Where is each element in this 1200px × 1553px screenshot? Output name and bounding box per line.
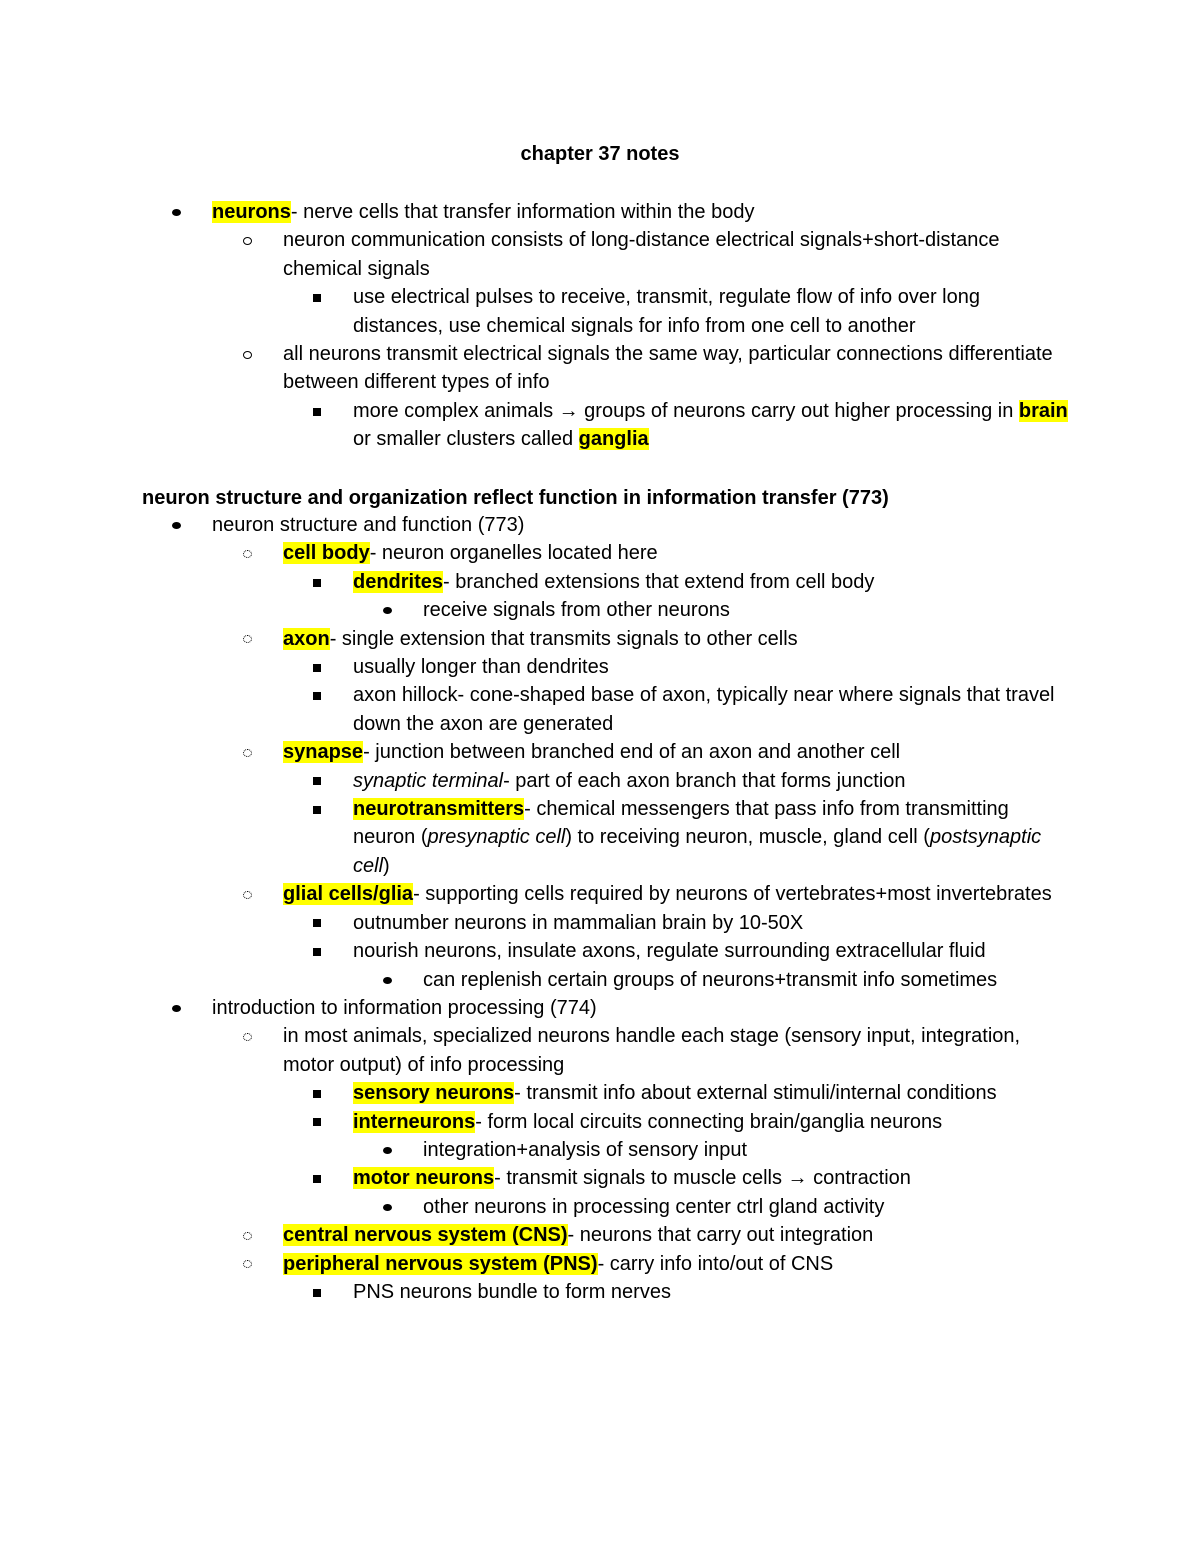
filled-bullet-icon <box>166 198 186 226</box>
list-item <box>0 681 1073 738</box>
definition-text: - junction between branched end of an axon and another cell <box>363 741 901 764</box>
list-text: integration+analysis of sensory input <box>423 1138 748 1161</box>
list-item <box>0 1250 1073 1278</box>
italic-term: postsynaptic cell <box>353 826 1042 877</box>
definition-text: - nerve cells that transfer information within the body <box>290 201 755 223</box>
term-highlight: central nervous system (CNS) <box>283 1224 568 1247</box>
list-text: PNS neurons bundle to form nerves <box>353 1280 671 1303</box>
definition-text: - branched extensions that extend from cell body <box>443 570 875 593</box>
definition-text: - transmit signals to muscle cells → contraction <box>494 1167 911 1190</box>
dotted-bullet-icon <box>237 1250 257 1278</box>
list-item <box>0 397 1073 454</box>
structure-list <box>0 511 1200 1306</box>
list-item <box>0 283 1073 340</box>
square-bullet-icon <box>307 1079 327 1107</box>
list-item <box>0 795 1073 880</box>
list-text: introduction to information processing (774) <box>212 996 597 1019</box>
list-item <box>0 994 1072 1022</box>
filled-bullet-icon <box>166 511 186 539</box>
list-text: more complex animals → groups of neurons carry out higher processing in <box>353 399 1019 422</box>
square-bullet-icon <box>307 795 327 823</box>
square-bullet-icon <box>307 1108 327 1136</box>
square-bullet-icon <box>307 909 327 937</box>
term-highlight: motor neurons <box>353 1167 495 1190</box>
list-item <box>0 880 1073 908</box>
filled-bullet-icon <box>377 1136 397 1164</box>
square-bullet-icon <box>307 397 327 425</box>
list-item <box>0 539 1073 567</box>
list-item <box>0 568 1073 596</box>
list-item <box>0 937 1073 965</box>
term-highlight: synapse <box>283 741 364 764</box>
list-item <box>0 1022 1073 1079</box>
dotted-bullet-icon <box>237 1221 257 1249</box>
dotted-bullet-icon <box>237 625 257 653</box>
list-text: other neurons in processing center ctrl gland activity <box>423 1195 885 1218</box>
term-highlight: peripheral nervous system (PNS) <box>283 1252 598 1275</box>
term-highlight: sensory neurons <box>353 1082 515 1105</box>
definition-text: - single extension that transmits signals to other cells <box>329 627 798 650</box>
definition-text: - chemical messengers that pass info from transmitting neuron ( <box>353 798 1009 849</box>
term-highlight: glial cells/glia <box>283 883 414 906</box>
definition-text: - part of each axon branch that forms junction <box>503 769 906 792</box>
square-bullet-icon <box>307 1164 327 1192</box>
italic-term: synaptic terminal <box>353 769 504 792</box>
list-item <box>0 1108 1073 1136</box>
filled-bullet-icon <box>166 994 186 1022</box>
dotted-bullet-icon <box>237 1022 257 1050</box>
square-bullet-icon <box>307 1278 327 1306</box>
dotted-bullet-icon <box>237 539 257 567</box>
term-highlight: interneurons <box>353 1110 476 1133</box>
list-item <box>0 1278 1073 1306</box>
list-text: receive signals from other neurons <box>423 599 730 622</box>
definition-text: - neuron organelles located here <box>369 542 658 565</box>
list-item <box>0 909 1073 937</box>
list-text: nourish neurons, insulate axons, regulate surrounding extracellular fluid <box>353 940 986 963</box>
list-text: use electrical pulses to receive, transmit, regulate flow of info over long distances, use chemical signals for info from one cell to another <box>353 286 980 337</box>
list-text: in most animals, specialized neurons handle each stage (sensory input, integration, motor output) of info processing <box>283 1025 1021 1076</box>
list-item <box>0 1164 1073 1192</box>
list-text: neuron communication consists of long-distance electrical signals+short-distance chemical signals <box>283 229 1000 280</box>
filled-bullet-icon <box>377 1193 397 1221</box>
list-text: outnumber neurons in mammalian brain by 10-50X <box>353 911 804 934</box>
list-item <box>0 738 1073 766</box>
list-item <box>0 340 1073 397</box>
square-bullet-icon <box>307 937 327 965</box>
list-item <box>0 511 1072 539</box>
term-highlight: dendrites <box>353 570 444 593</box>
term-highlight: cell body <box>283 542 370 565</box>
definition-text: - transmit info about external stimuli/internal conditions <box>514 1082 997 1105</box>
list-text: usually longer than dendrites <box>353 656 609 679</box>
list-item <box>0 1136 1073 1164</box>
hollow-bullet-icon <box>237 340 257 368</box>
list-text: neuron structure and function (773) <box>212 514 525 536</box>
list-item <box>0 767 1073 795</box>
square-bullet-icon <box>307 681 327 709</box>
italic-term: presynaptic cell <box>427 826 566 849</box>
definition-text: - form local circuits connecting brain/ganglia neurons <box>475 1110 943 1133</box>
dotted-bullet-icon <box>237 738 257 766</box>
list-text: axon hillock- cone-shaped base of axon, typically near where signals that travel down the axon are generated <box>353 684 1055 735</box>
definition-text: - neurons that carry out integration <box>567 1224 874 1247</box>
list-item <box>0 596 1073 624</box>
square-bullet-icon <box>307 283 327 311</box>
list-item <box>0 653 1073 681</box>
list-item <box>0 226 1073 283</box>
definition-text: ) to receiving neuron, muscle, gland cell ( <box>565 826 930 849</box>
page-title: chapter 37 notes <box>520 143 680 165</box>
list-text: can replenish certain groups of neurons+transmit info sometimes <box>423 968 998 991</box>
filled-bullet-icon <box>377 966 397 994</box>
hollow-bullet-icon <box>237 226 257 254</box>
definition-text: ) <box>383 854 390 877</box>
term-highlight: neurotransmitters <box>353 798 525 821</box>
filled-bullet-icon <box>377 596 397 624</box>
definition-text: - carry info into/out of CNS <box>597 1252 834 1275</box>
dotted-bullet-icon <box>237 880 257 908</box>
list-item <box>0 966 1073 994</box>
term-highlight: axon <box>283 627 330 650</box>
term-highlight: ganglia <box>578 428 649 451</box>
list-item <box>0 625 1073 653</box>
list-item <box>0 1079 1073 1107</box>
square-bullet-icon <box>307 767 327 795</box>
term-highlight: neurons <box>212 201 291 223</box>
list-item <box>0 1221 1073 1249</box>
list-item <box>0 1193 1073 1221</box>
section-heading: neuron structure and organization reflect function in information transfer (773) <box>142 487 889 509</box>
definition-text: - supporting cells required by neurons of vertebrates+most invertebrates <box>413 883 1052 906</box>
square-bullet-icon <box>307 568 327 596</box>
square-bullet-icon <box>307 653 327 681</box>
list-text: all neurons transmit electrical signals the same way, particular connections differentiate between different types of info <box>283 343 1053 394</box>
list-item <box>0 198 1072 226</box>
list-text: or smaller clusters called <box>353 428 579 451</box>
intro-list <box>0 198 1200 454</box>
term-highlight: brain <box>1018 399 1068 422</box>
